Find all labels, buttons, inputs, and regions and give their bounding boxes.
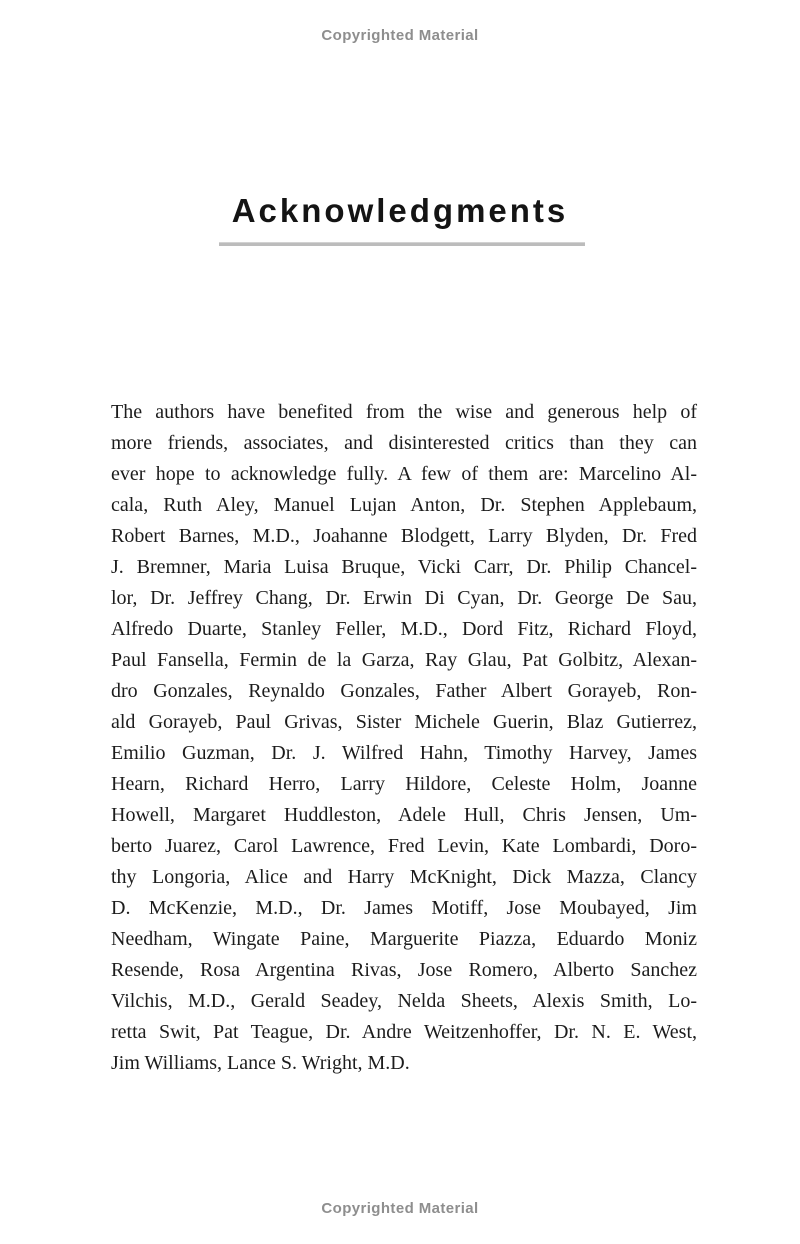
body-paragraph <box>111 397 697 1079</box>
paragraph-line: Jim Williams, Lance S. Wright, M.D. <box>111 1052 410 1074</box>
paragraph-line: cala, Ruth Aley, Manuel Lujan Anton, Dr. Stephen Applebaum, <box>111 494 697 516</box>
copyright-notice-bottom: Copyrighted Material <box>321 1200 479 1217</box>
paragraph-line: berto Juarez, Carol Lawrence, Fred Levin, Kate Lombardi, Doro- <box>111 835 697 857</box>
paragraph-line: Emilio Guzman, Dr. J. Wilfred Hahn, Timothy Harvey, James <box>111 742 697 764</box>
paragraph-line: dro Gonzales, Reynaldo Gonzales, Father Albert Gorayeb, Ron- <box>111 680 697 702</box>
copyright-notice-top: Copyrighted Material <box>321 27 479 44</box>
paragraph-line: Hearn, Richard Herro, Larry Hildore, Celeste Holm, Joanne <box>111 773 697 795</box>
paragraph-line: D. McKenzie, M.D., Dr. James Motiff, Jose Moubayed, Jim <box>111 897 697 919</box>
paragraph-line: The authors have benefited from the wise and generous help of <box>111 401 697 423</box>
paragraph-line: Vilchis, M.D., Gerald Seadey, Nelda Sheets, Alexis Smith, Lo- <box>111 990 697 1012</box>
paragraph-line: Howell, Margaret Huddleston, Adele Hull, Chris Jensen, Um- <box>111 804 697 826</box>
paragraph-line: J. Bremner, Maria Luisa Bruque, Vicki Carr, Dr. Philip Chancel- <box>111 556 697 578</box>
paragraph-line: more friends, associates, and disinterested critics than they can <box>111 432 697 454</box>
title-rule-divider <box>219 242 585 246</box>
paragraph-line: Robert Barnes, M.D., Joahanne Blodgett, Larry Blyden, Dr. Fred <box>111 525 697 547</box>
page-title: Acknowledgments <box>231 192 569 229</box>
paragraph-line: Resende, Rosa Argentina Rivas, Jose Romero, Alberto Sanchez <box>111 959 697 981</box>
paragraph-line: ald Gorayeb, Paul Grivas, Sister Michele Guerin, Blaz Gutierrez, <box>111 711 697 733</box>
paragraph-line: thy Longoria, Alice and Harry McKnight, Dick Mazza, Clancy <box>111 866 697 888</box>
paragraph-line: lor, Dr. Jeffrey Chang, Dr. Erwin Di Cyan, Dr. George De Sau, <box>111 587 697 609</box>
paragraph-line: Needham, Wingate Paine, Marguerite Piazza, Eduardo Moniz <box>111 928 697 950</box>
paragraph-line: Paul Fansella, Fermin de la Garza, Ray Glau, Pat Golbitz, Alexan- <box>111 649 697 671</box>
paragraph-line: retta Swit, Pat Teague, Dr. Andre Weitzenhoffer, Dr. N. E. West, <box>111 1021 697 1043</box>
paragraph-line: Alfredo Duarte, Stanley Feller, M.D., Dord Fitz, Richard Floyd, <box>111 618 697 640</box>
paragraph-line: ever hope to acknowledge fully. A few of them are: Marcelino Al- <box>111 463 697 485</box>
